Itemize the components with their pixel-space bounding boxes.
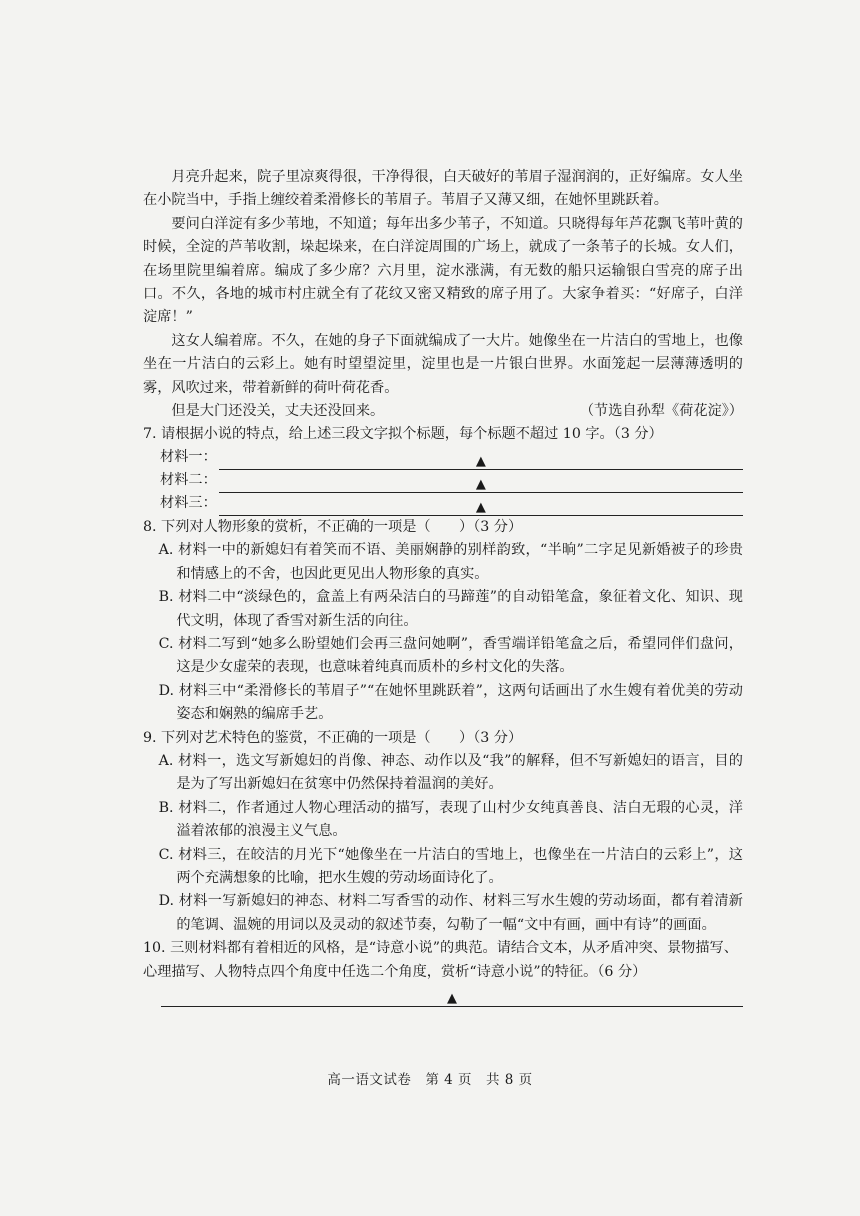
passage-source: （节选自孙犁《荷花淀》） [579,403,743,420]
answer-mark-icon: ▲ [475,476,486,492]
question-8-stem: 8. 下列对人物形象的赏析，不正确的一项是（ ）（3 分） [143,518,523,535]
q7-answer-row-1 [143,447,743,470]
answer-mark-icon: ▲ [475,499,486,515]
q7-answer-row-2 [143,470,743,493]
passage-paragraph-4: 但是大门还没关，丈夫还没回来。 [171,403,385,420]
q9-option-c: C. 材料三，在皎洁的月光下“她像坐在一片洁白的雪地上，也像坐在一片洁白的云彩上”，这两个充满想象的比喻，把水生嫂的劳动场面诗化了。 [158,846,743,886]
answer-mark-icon: ▲ [447,991,457,1006]
q8-option-d: D. 材料三中“柔滑修长的苇眉子”“在她怀里跳跃着”，这两句话画出了水生嫂有着优美的劳动姿态和娴熟的编席手艺。 [158,682,743,723]
q8-option-b: B. 材料二中“淡绿色的，盒盖上有两朵洁白的马蹄莲”的自动铅笔盒，象征着文化、知识、现代文明，体现了香雪对新生活的向往。 [158,589,743,629]
q7-answer-line[interactable] [219,452,743,470]
question-9-stem: 9. 下列对艺术特色的鉴赏，不正确的一项是（ ）（3 分） [143,729,523,746]
passage-paragraph-2: 要问白洋淀有多少苇地，不知道；每年出多少苇子，不知道。只晓得每年芦花飘飞苇叶黄的时候，全淀的芦苇收割，垛起垛来，在白洋淀周围的广场上，就成了一条苇子的长城。女人们，在场里院里编着席。编成了多少席？六月里，淀水涨满，有无数的船只运输银白雪亮的席子出口。不久，各地的城市村庄就全有了花纹又密又精致的席子用了。大家争着买：“好席子，白洋淀席！” [143,215,743,326]
q10-answer-line[interactable] [161,984,743,1007]
q7-answer-label: 材料一： [160,449,217,466]
passage-paragraph-3: 这女人编着席。不久，在她的身子下面就编成了一大片。她像坐在一片洁白的雪地上，也像坐在一片洁白的云彩上。她有时望望淀里，淀里也是一片银白世界。水面笼起一层薄薄透明的雾，风吹过来，带着新鲜的荷叶荷花香。 [143,332,743,396]
exam-page-content [143,166,743,1007]
q7-answer-line[interactable] [219,498,743,516]
passage-paragraph-1: 月亮升起来，院子里凉爽得很，干净得很，白天破好的苇眉子湿润润的，正好编席。女人坐在小院当中，手指上缠绞着柔滑修长的苇眉子。苇眉子又薄又细，在她怀里跳跃着。 [143,169,743,209]
q9-option-d: D. 材料一写新媳妇的神态、材料二写香雪的动作、材料三写水生嫂的劳动场面，都有着清新的笔调、温婉的用词以及灵动的叙述节奏，勾勒了一幅“文中有画，画中有诗”的画面。 [158,893,743,933]
question-7-stem: 7. 请根据小说的特点，给上述三段文字拟个标题，每个标题不超过 10 字。（3 分） [143,426,663,443]
q7-answer-label: 材料二： [160,472,217,489]
q7-answer-line[interactable] [219,475,743,493]
q9-option-b: B. 材料二，作者通过人物心理活动的描写，表现了山村少女纯真善良、洁白无瑕的心灵，洋溢着浓郁的浪漫主义气息。 [158,799,743,840]
passage-last-line [143,400,743,423]
q9-option-a: A. 材料一，选文写新媳妇的肖像、神态、动作以及“我”的解释，但不写新媳妇的语言，目的是为了写出新媳妇在贫寒中仍然保持着温润的美好。 [158,752,743,793]
page-footer: 高一语文试卷 第 4 页 共 8 页 [327,1072,533,1088]
answer-mark-icon: ▲ [475,453,486,469]
q7-answer-row-3 [143,493,743,516]
q8-option-c: C. 材料二写到“她多么盼望她们会再三盘问她啊”，香雪端详铅笔盒之后，希望同伴们盘问，这是少女虚荣的表现，也意味着纯真而质朴的乡村文化的失落。 [158,635,743,676]
q8-option-a: A. 材料一中的新媳妇有着笑而不语、美丽娴静的别样韵致，“半晌”二字足见新婚被子的珍贵和情感上的不舍，也因此更见出人物形象的真实。 [158,542,743,582]
question-10-stem: 10. 三则材料都有着相近的风格，是“诗意小说”的典范。请结合文本，从矛盾冲突、景物描写、心理描写、人物特点四个角度中任选二个角度，赏析“诗意小说”的特征。（6 分） [143,940,738,980]
q7-answer-label: 材料三： [160,495,217,512]
